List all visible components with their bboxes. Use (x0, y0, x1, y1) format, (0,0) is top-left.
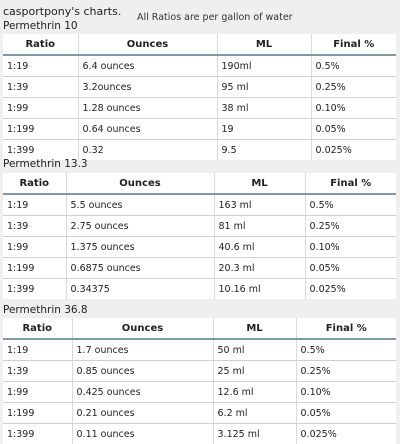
cell-ounces: 2.75 ounces (66, 216, 214, 237)
column-header-ml: ML (217, 34, 311, 55)
table-header-row (3, 34, 396, 55)
cell-final-percent: 0.5% (296, 339, 396, 361)
column-header-ratio: Ratio (3, 173, 66, 194)
table-header-row (3, 173, 396, 194)
table-row (3, 119, 396, 140)
table-row (3, 403, 396, 424)
column-header-ratio: Ratio (3, 318, 72, 339)
cell-ml: 190ml (217, 55, 311, 77)
table-row (3, 140, 396, 161)
permethrin-36-8-table (3, 318, 396, 444)
cell-ratio: 1:399 (3, 279, 66, 300)
cell-final-percent: 0.05% (305, 258, 396, 279)
table-row (3, 339, 396, 361)
cell-ml: 3.125 ml (213, 424, 296, 444)
cell-ratio: 1:39 (3, 216, 66, 237)
table-row (3, 237, 396, 258)
cell-ounces: 1.375 ounces (66, 237, 214, 258)
cell-ounces: 0.85 ounces (72, 361, 213, 382)
column-header-ounces: Ounces (66, 173, 214, 194)
cell-ratio: 1:19 (3, 55, 78, 77)
cell-ml: 50 ml (213, 339, 296, 361)
table-row (3, 216, 396, 237)
table-3-label: Permethrin 36.8 (3, 304, 88, 316)
ratio-note: All Ratios are per gallon of water (137, 12, 293, 23)
table-header-row (3, 318, 396, 339)
cell-ounces: 0.6875 ounces (66, 258, 214, 279)
cell-ounces: 0.34375 (66, 279, 214, 300)
cell-final-percent: 0.25% (311, 77, 396, 98)
table-row (3, 194, 396, 216)
cell-final-percent: 0.025% (305, 279, 396, 300)
cell-ml: 9.5 (217, 140, 311, 161)
cell-ratio: 1:99 (3, 237, 66, 258)
cell-ratio: 1:19 (3, 339, 72, 361)
cell-ml: 19 (217, 119, 311, 140)
table-1-label: Permethrin 10 (3, 20, 78, 32)
cell-ratio: 1:39 (3, 77, 78, 98)
column-header-ratio: Ratio (3, 34, 78, 55)
cell-ounces: 6.4 ounces (78, 55, 217, 77)
table-row (3, 361, 396, 382)
cell-ratio: 1:199 (3, 403, 72, 424)
cell-ml: 6.2 ml (213, 403, 296, 424)
column-header-ounces: Ounces (72, 318, 213, 339)
cell-ounces: 0.21 ounces (72, 403, 213, 424)
cell-final-percent: 0.10% (296, 382, 396, 403)
cell-ratio: 1:399 (3, 140, 78, 161)
permethrin-13-3-table (3, 173, 396, 299)
cell-ml: 10.16 ml (214, 279, 305, 300)
table-row (3, 77, 396, 98)
cell-ratio: 1:99 (3, 98, 78, 119)
column-header-final-percent: Final % (296, 318, 396, 339)
table-row (3, 55, 396, 77)
cell-ounces: 0.64 ounces (78, 119, 217, 140)
cell-final-percent: 0.025% (311, 140, 396, 161)
table-2-label: Permethrin 13.3 (3, 158, 88, 170)
cell-ratio: 1:39 (3, 361, 72, 382)
cell-final-percent: 0.25% (305, 216, 396, 237)
cell-final-percent: 0.5% (311, 55, 396, 77)
cell-ml: 95 ml (217, 77, 311, 98)
table-row (3, 279, 396, 300)
column-header-ml: ML (213, 318, 296, 339)
cell-final-percent: 0.05% (311, 119, 396, 140)
cell-final-percent: 0.5% (305, 194, 396, 216)
column-header-ml: ML (214, 173, 305, 194)
cell-ratio: 1:99 (3, 382, 72, 403)
cell-ratio: 1:199 (3, 119, 78, 140)
cell-final-percent: 0.10% (311, 98, 396, 119)
cell-final-percent: 0.25% (296, 361, 396, 382)
page-title: casportpony's charts. (3, 6, 121, 18)
table-row (3, 258, 396, 279)
cell-ounces: 0.11 ounces (72, 424, 213, 444)
cell-final-percent: 0.10% (305, 237, 396, 258)
column-header-final-percent: Final % (311, 34, 396, 55)
cell-ratio: 1:19 (3, 194, 66, 216)
cell-ratio: 1:399 (3, 424, 72, 444)
cell-final-percent: 0.025% (296, 424, 396, 444)
column-header-ounces: Ounces (78, 34, 217, 55)
cell-ratio: 1:199 (3, 258, 66, 279)
cell-ml: 40.6 ml (214, 237, 305, 258)
cell-ounces: 0.32 (78, 140, 217, 161)
cell-ounces: 3.2ounces (78, 77, 217, 98)
permethrin-10-table (3, 34, 396, 160)
cell-ml: 38 ml (217, 98, 311, 119)
cell-ml: 20.3 ml (214, 258, 305, 279)
column-header-final-percent: Final % (305, 173, 396, 194)
cell-ounces: 0.425 ounces (72, 382, 213, 403)
cell-ounces: 1.28 ounces (78, 98, 217, 119)
cell-ounces: 1.7 ounces (72, 339, 213, 361)
cell-final-percent: 0.05% (296, 403, 396, 424)
cell-ml: 25 ml (213, 361, 296, 382)
cell-ml: 81 ml (214, 216, 305, 237)
cell-ml: 163 ml (214, 194, 305, 216)
cell-ml: 12.6 ml (213, 382, 296, 403)
table-row (3, 382, 396, 403)
cell-ounces: 5.5 ounces (66, 194, 214, 216)
table-row (3, 98, 396, 119)
